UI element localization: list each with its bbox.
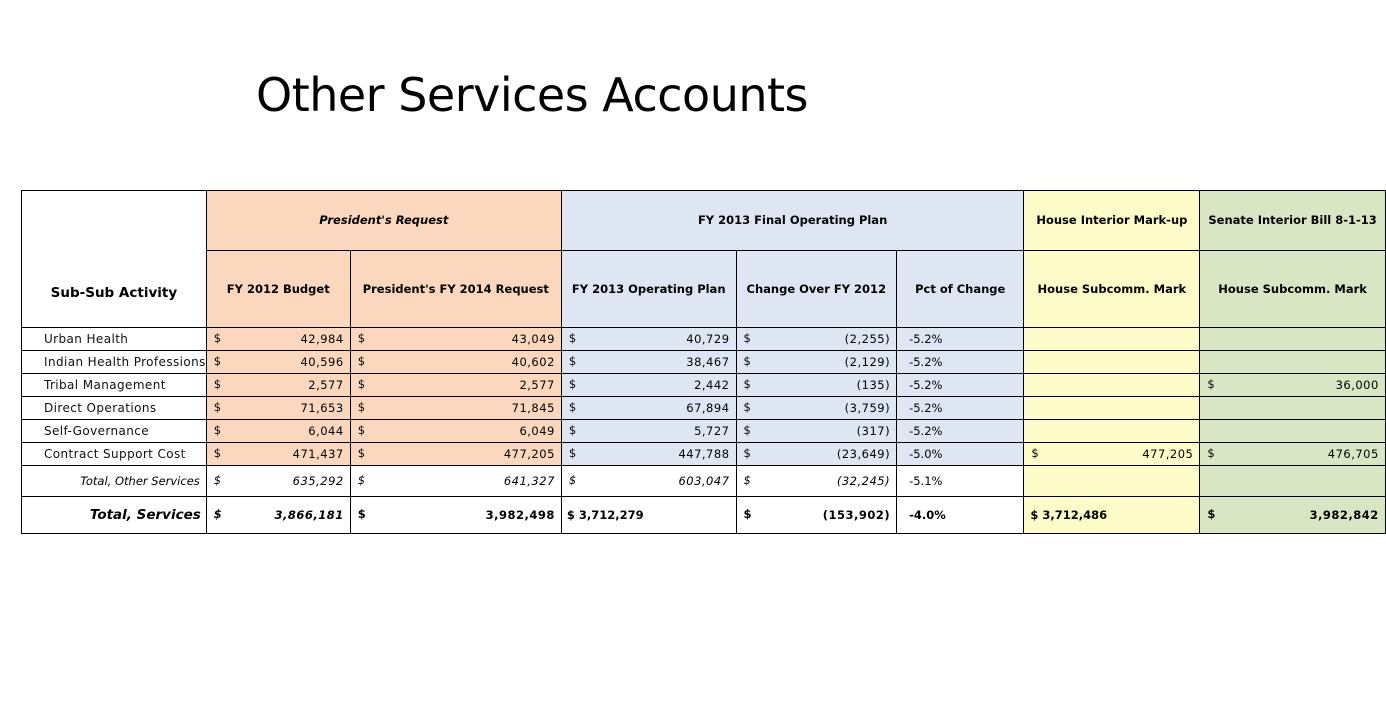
total-other-fy2014-cell: $ 641,327 <box>350 466 561 497</box>
fy2014-cell: $ 40,602 <box>350 351 561 374</box>
pct-cell: -5.2% <box>897 374 1024 397</box>
change-cell: $ (3,759) <box>736 397 897 420</box>
senate-cell <box>1200 351 1385 374</box>
table-row <box>22 351 1386 374</box>
total-other-pct-cell: -5.1% <box>897 466 1024 497</box>
senate-cell: $ 36,000 <box>1200 374 1385 397</box>
table-row <box>22 420 1386 443</box>
total-services-fy2014-cell: $ 3,982,498 <box>350 497 561 534</box>
activity-name: Indian Health Professions <box>22 351 207 374</box>
fy2014-cell: $ 6,049 <box>350 420 561 443</box>
fy2013-cell: $ 38,467 <box>561 351 736 374</box>
fy2013-cell: $ 67,894 <box>561 397 736 420</box>
table-row <box>22 443 1386 466</box>
fy2013-cell: $ 447,788 <box>561 443 736 466</box>
fy2012-cell: $ 71,653 <box>206 397 350 420</box>
senate-cell: $ 476,705 <box>1200 443 1385 466</box>
fy2012-cell: $ 6,044 <box>206 420 350 443</box>
presidents-request-group-header: President's Request <box>206 191 561 251</box>
pct-cell: -5.0% <box>897 443 1024 466</box>
total-services-label: Total, Services <box>22 497 207 534</box>
total-services-fy2012-cell: $ 3,866,181 <box>206 497 350 534</box>
fy2012-cell: $ 42,984 <box>206 328 350 351</box>
total-services-pct-cell: -4.0% <box>897 497 1024 534</box>
total-services-senate-cell: $ 3,982,842 <box>1200 497 1385 534</box>
house-cell <box>1024 420 1200 443</box>
senate-cell <box>1200 420 1385 443</box>
change-cell: $ (317) <box>736 420 897 443</box>
presidents-fy2014-col-header: President's FY 2014 Request <box>350 251 561 328</box>
house-cell <box>1024 328 1200 351</box>
fy2014-cell: $ 43,049 <box>350 328 561 351</box>
total-services-house-cell: $ 3,712,486 <box>1024 497 1200 534</box>
total-other-house-cell <box>1024 466 1200 497</box>
fy2013-cell: $ 2,442 <box>561 374 736 397</box>
senate-cell <box>1200 397 1385 420</box>
table-row <box>22 374 1386 397</box>
fy2014-cell: $ 71,845 <box>350 397 561 420</box>
fy2013-plan-group-header: FY 2013 Final Operating Plan <box>561 191 1023 251</box>
change-cell: $ (23,649) <box>736 443 897 466</box>
total-other-change-cell: $ (32,245) <box>736 466 897 497</box>
fy2012-budget-col-header: FY 2012 Budget <box>206 251 350 328</box>
fy2014-cell: $ 477,205 <box>350 443 561 466</box>
house-cell <box>1024 351 1200 374</box>
table-row <box>22 397 1386 420</box>
senate-interior-header: Senate Interior Bill 8-1-13 <box>1200 191 1385 251</box>
house-markup-header: House Interior Mark-up <box>1024 191 1200 251</box>
house-cell: $ 477,205 <box>1024 443 1200 466</box>
activity-name: Urban Health <box>22 328 207 351</box>
pct-cell: -5.2% <box>897 420 1024 443</box>
table-row <box>22 328 1386 351</box>
pct-cell: -5.2% <box>897 397 1024 420</box>
senate-subcomm-mark-col-header: House Subcomm. Mark <box>1200 251 1385 328</box>
house-cell <box>1024 374 1200 397</box>
total-services-fy2013-cell: $ 3,712,279 <box>561 497 736 534</box>
change-cell: $ (2,255) <box>736 328 897 351</box>
pct-of-change-col-header: Pct of Change <box>897 251 1024 328</box>
total-services-change-cell: $ (153,902) <box>736 497 897 534</box>
activity-name: Direct Operations <box>22 397 207 420</box>
pct-cell: -5.2% <box>897 328 1024 351</box>
fy2012-cell: $ 471,437 <box>206 443 350 466</box>
fy2014-cell: $ 2,577 <box>350 374 561 397</box>
budget-table <box>21 190 1386 534</box>
total-other-senate-cell <box>1200 466 1385 497</box>
senate-cell <box>1200 328 1385 351</box>
total-other-services-row <box>22 466 1386 497</box>
house-subcomm-mark-col-header: House Subcomm. Mark <box>1024 251 1200 328</box>
total-other-fy2013-cell: $ 603,047 <box>561 466 736 497</box>
slide-title: Other Services Accounts <box>255 68 809 122</box>
activity-name: Tribal Management <box>22 374 207 397</box>
fy2012-cell: $ 2,577 <box>206 374 350 397</box>
change-cell: $ (135) <box>736 374 897 397</box>
change-cell: $ (2,129) <box>736 351 897 374</box>
house-cell <box>1024 397 1200 420</box>
total-other-services-label: Total, Other Services <box>22 466 207 497</box>
fy2013-operating-col-header: FY 2013 Operating Plan <box>561 251 736 328</box>
total-services-row <box>22 497 1386 534</box>
sub-sub-activity-header: Sub-Sub Activity <box>22 191 207 328</box>
activity-name: Self-Governance <box>22 420 207 443</box>
pct-cell: -5.2% <box>897 351 1024 374</box>
total-other-fy2012-cell: $ 635,292 <box>206 466 350 497</box>
change-over-fy2012-col-header: Change Over FY 2012 <box>736 251 897 328</box>
fy2013-cell: $ 5,727 <box>561 420 736 443</box>
activity-name: Contract Support Cost <box>22 443 207 466</box>
fy2012-cell: $ 40,596 <box>206 351 350 374</box>
fy2013-cell: $ 40,729 <box>561 328 736 351</box>
